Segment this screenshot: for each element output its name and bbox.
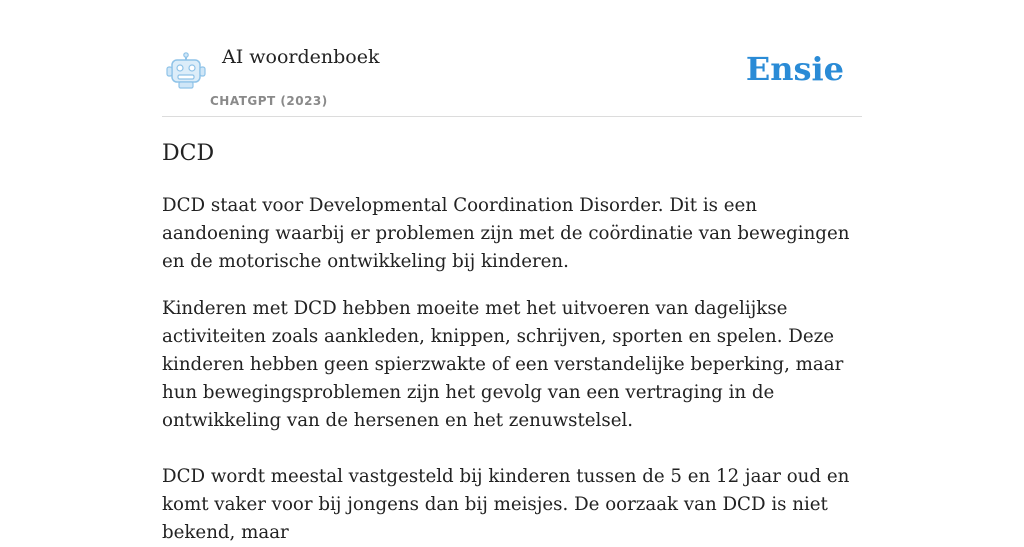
entry-term: DCD: [162, 141, 215, 166]
definition-paragraph: DCD staat voor Developmental Coordination Disorder. Dit is een aandoening waarbij er problemen zijn met de coördinatie van bewegingen en de motorische ontwikkeling bij kinderen.: [162, 195, 850, 272]
source-label: CHATGPT (2023): [210, 94, 328, 108]
dictionary-title[interactable]: AI woordenboek: [222, 46, 380, 68]
definition-paragraph: DCD wordt meestal vastgesteld bij kinderen tussen de 5 en 12 jaar oud en komt vaker voor bij jongens dan bij meisjes. De oorzaak van DCD is niet bekend, maar: [162, 466, 850, 543]
ensie-logo[interactable]: Ensie: [745, 50, 844, 88]
page-content: [162, 0, 862, 543]
robot-icon: [166, 52, 206, 90]
entry-header: [162, 0, 862, 117]
definition-paragraph: Kinderen met DCD hebben moeite met het uitvoeren van dagelijkse activiteiten zoals aankleden, knippen, schrijven, sporten en spelen. Deze kinderen hebben geen spierzwakte of een verstandelijke beperking, maar hun bewegingsproblemen zijn het gevolg van een vertraging in de ontwikkeling van de hersenen en het zenuwstelsel.: [162, 298, 844, 431]
